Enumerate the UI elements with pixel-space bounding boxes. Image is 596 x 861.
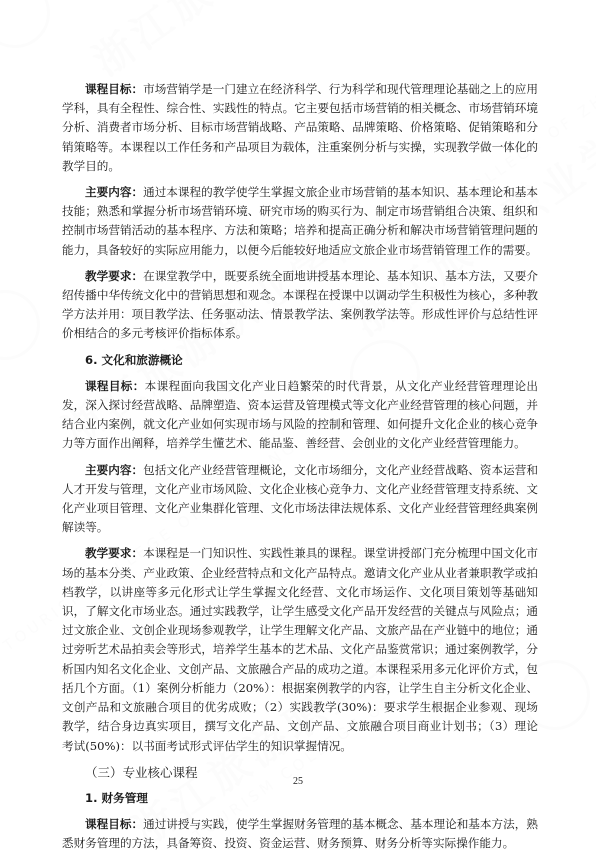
watermark-emblem-icon bbox=[0, 0, 50, 48]
paragraph-main-content: 主要内容：通过本课程的教学使学生掌握文旅企业市场营销的基本知识、基本理论和基本技能；熟悉和掌握分析市场营销环境、研究市场的购买行为、制定市场营销组合决策、组织和控制市场营销活动的基本程序、方法和策略；培养和提高正确分析和解决市场营销管理问题的能力，具备较好的实际应用能力，以便今后能较好地适应文旅企业市场营销管理工作的需要。 bbox=[62, 185, 538, 257]
watermark-text bbox=[80, 0, 414, 87]
page-number: 25 bbox=[293, 776, 303, 787]
course-heading: 1. 财务管理 bbox=[85, 790, 148, 805]
paragraph-main-content: 主要内容：包括文化产业经营管理概论，文化市场细分，文化产业经营战略、资本运营和人才开发与管理，文化产业市场风险、文化企业核心竞争力、文化产业经营管理支持系统、文化产业项目管理、文化产业集群化管理、文化市场法律法规体系、文化产业经营管理经典案例解读等。 bbox=[62, 462, 538, 535]
section-heading: （三）专业核心课程 bbox=[85, 764, 198, 780]
watermark-emblem-icon bbox=[0, 290, 40, 360]
paragraph-teaching-requirement: 教学要求：在课堂教学中，既要系统全面地讲授基本理论、基本知识、基本方法，又要介绍传播中华传统文化中的营销思想和观念。本课程在授课中以调动学生积极性为核心，多种教学方法并用：项目教学法、任务驱动法、情景教学法、案例教学法等。形成性评价与总结性评价相结合的多元考核评价指标体系。 bbox=[62, 268, 538, 341]
document-body bbox=[62, 80, 538, 861]
paragraph-teaching-requirement: 教学要求：本课程是一门知识性、实践性兼具的课程。课堂讲授部门充分梳理中国文化市场的基本分类、产业政策、企业经营特点和文化产品特点。邀请文化产业从业者兼职教学或拍档教学，以讲座等多元化形式让学生掌握文化经营、文化市场运作、文化项目策划等基础知识，了解文化市场业态。通过实践教学，让学生感受文化产品开发经营的关键点与风险点；通过文旅企业、文创企业现场参观教学，让学生理解文化产品、文旅产品在产业链中的地位；通过旁听艺术品拍卖会等形式，培养学生基本的艺术品、文化产品鉴赏常识；通过案例教学，分析国内知名文化企业、文创产品、文旅融合产品的成功之道。本课程采用多元化评价方式，包括几个方面。（1）案例分析能力（20%）：根据案例教学的内容，让学生自主分析文化企业、文创产品和文旅融合项目的优劣成败；（2）实践教学(30%)：要求学生根据企业参观、现场教学，结合身边真实项目，撰写文化产品、文创产品、文旅融合项目商业计划书；（3）理论考试(50%)：以书面考试形式评估学生的知识掌握情况。 bbox=[62, 546, 538, 753]
paragraph-course-goal: 课程目标：市场营销学是一门建立在经济科学、行为科学和现代管理理论基础之上的应用学科，具有全程性、综合性、实践性的特点。它主要包括市场营销的相关概念、市场营销环境分析、消费者市场分析、目标市场营销战略、产品策略、品牌策略、价格策略、促销策略和分销策略等。本课程以工作任务和产品项目为载体，注重案例分析与实操，实现教学做一体化的教学目的。 bbox=[62, 82, 538, 173]
paragraph-course-goal: 课程目标：通过讲授与实践，使学生掌握财务管理的基本概念、基本理论和基本方法，熟悉财务管理的方法，具备筹资、投资、资金运营、财务预算、财务分析等实际操作能力。 bbox=[62, 817, 538, 851]
paragraph-course-goal: 课程目标：本课程面向我国文化产业日趋繁荣的时代背景，从文化产业经营管理理论出发，深入探讨经营战略、品牌塑造、资本运营及管理模式等文化产业经营管理的核心问题，并结合业内案例，就文化产业如何实现市场与风险的控制和管理、如何提升文化企业的核心竞争力等方面作出阐释，培养学生懂艺术、能品鉴、善经营、会创业的文化产业经营管理能力。 bbox=[62, 378, 538, 451]
course-heading: 6. 文化和旅游概论 bbox=[85, 352, 183, 367]
